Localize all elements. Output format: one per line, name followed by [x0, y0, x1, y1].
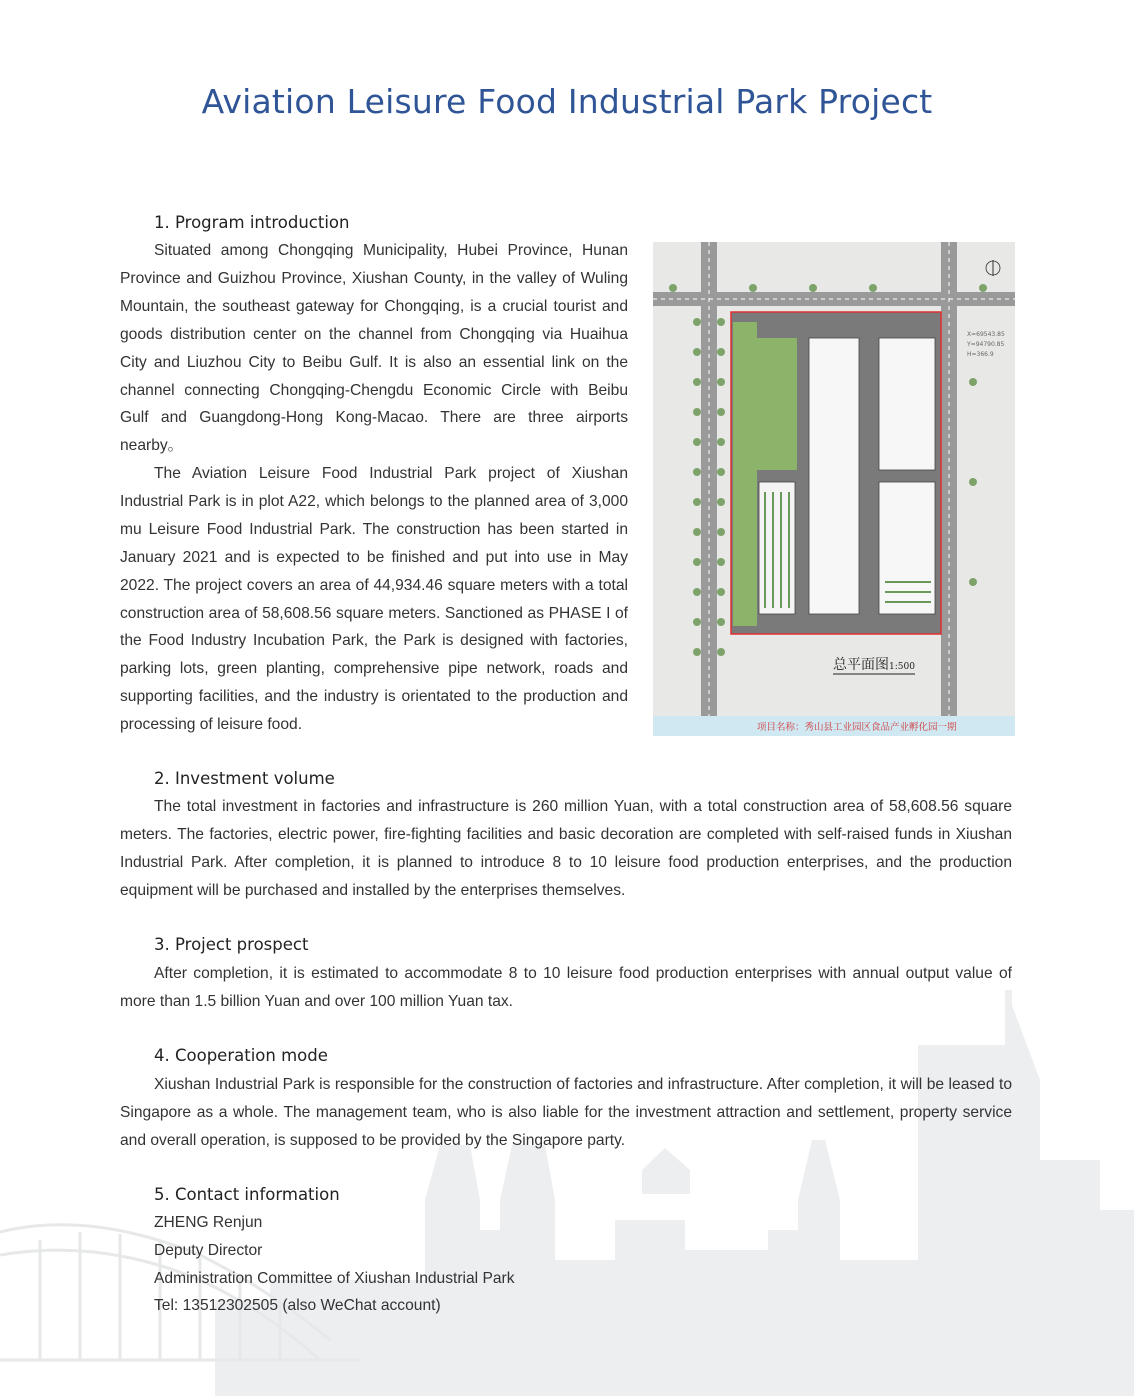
intro-paragraph-2: The Aviation Leisure Food Industrial Park project of Xiushan Industrial Park is in plot A22, which belongs to the planned area of 3,000 mu Leisure Food Industrial Park. The construction has been started in January 2021 and is expected to be finished and put into use in May 2022. The project covers an area of 44,934.46 square meters with a total construction area of 58,608.56 square meters. Sanctioned as PHASE I of the Food Industry Incubation Park, the Park is designed with factories, parking lots, green planting, comprehensive pipe network, roads and supporting facilities, and the industry is orientated to the production and processing of leisure food.: [120, 465, 628, 734]
intro-paragraph-1: Situated among Chongqing Municipality, Hubei Province, Hunan Province and Guizhou Province, Xiushan County, in the valley of Wuling Mountain, the southeast gateway for Chongqing, is a crucial tourist and goods distribution center on the channel from Chongqing via Huaihua City and Liuzhou City to Beibu Gulf. It is also an essential link on the channel connecting Chongqing-Chengdu Economic Circle with Beibu Gulf and Guangdong-Hong Kong-Macao. There are three airports nearby。: [120, 242, 628, 455]
coord-label-h: H=366.9: [967, 351, 994, 358]
section-heading-prospect: 3. Project prospect: [154, 935, 309, 954]
contact-organization: Administration Committee of Xiushan Industrial Park: [154, 1270, 515, 1287]
site-plan-image: [653, 242, 1015, 736]
page-title: Aviation Leisure Food Industrial Park Project: [201, 82, 933, 121]
site-plan-caption: 总平面图: [833, 657, 889, 673]
site-plan-project-name: 项目名称：秀山县工业园区食品产业孵化园一期: [757, 722, 957, 733]
coord-label-x: X=69543.85: [967, 331, 1005, 338]
section-heading-investment: 2. Investment volume: [154, 769, 335, 788]
section-heading-contact: 5. Contact information: [154, 1185, 340, 1204]
prospect-paragraph: After completion, it is estimated to accommodate 8 to 10 leisure food production enterprises with annual output value of more than 1.5 billion Yuan and over 100 million Yuan tax.: [120, 965, 1012, 1010]
contact-position: Deputy Director: [154, 1242, 263, 1259]
contact-name: ZHENG Renjun: [154, 1214, 263, 1231]
investment-paragraph: The total investment in factories and infrastructure is 260 million Yuan, with a total construction area of 58,608.56 square meters. The factories, electric power, fire-fighting facilities and basic decoration are completed with self-raised funds in Xiushan Industrial Park. After completion, it is planned to introduce 8 to 10 leisure food production enterprises, and the production equipment will be purchased and installed by the enterprises themselves.: [120, 798, 1012, 899]
cooperation-paragraph: Xiushan Industrial Park is responsible for the construction of factories and infrastructure. After completion, it will be leased to Singapore as a whole. The management team, who is also liable for the investment attraction and settlement, property service and overall operation, is supposed to be provided by the Singapore party.: [120, 1076, 1012, 1149]
section-heading-cooperation: 4. Cooperation mode: [154, 1046, 328, 1065]
section-heading-intro: 1. Program introduction: [154, 213, 350, 232]
site-plan-scale: 1:500: [889, 662, 915, 672]
coord-label-y: Y=94790.85: [967, 341, 1005, 348]
contact-phone: Tel: 13512302505 (also WeChat account): [154, 1297, 441, 1314]
